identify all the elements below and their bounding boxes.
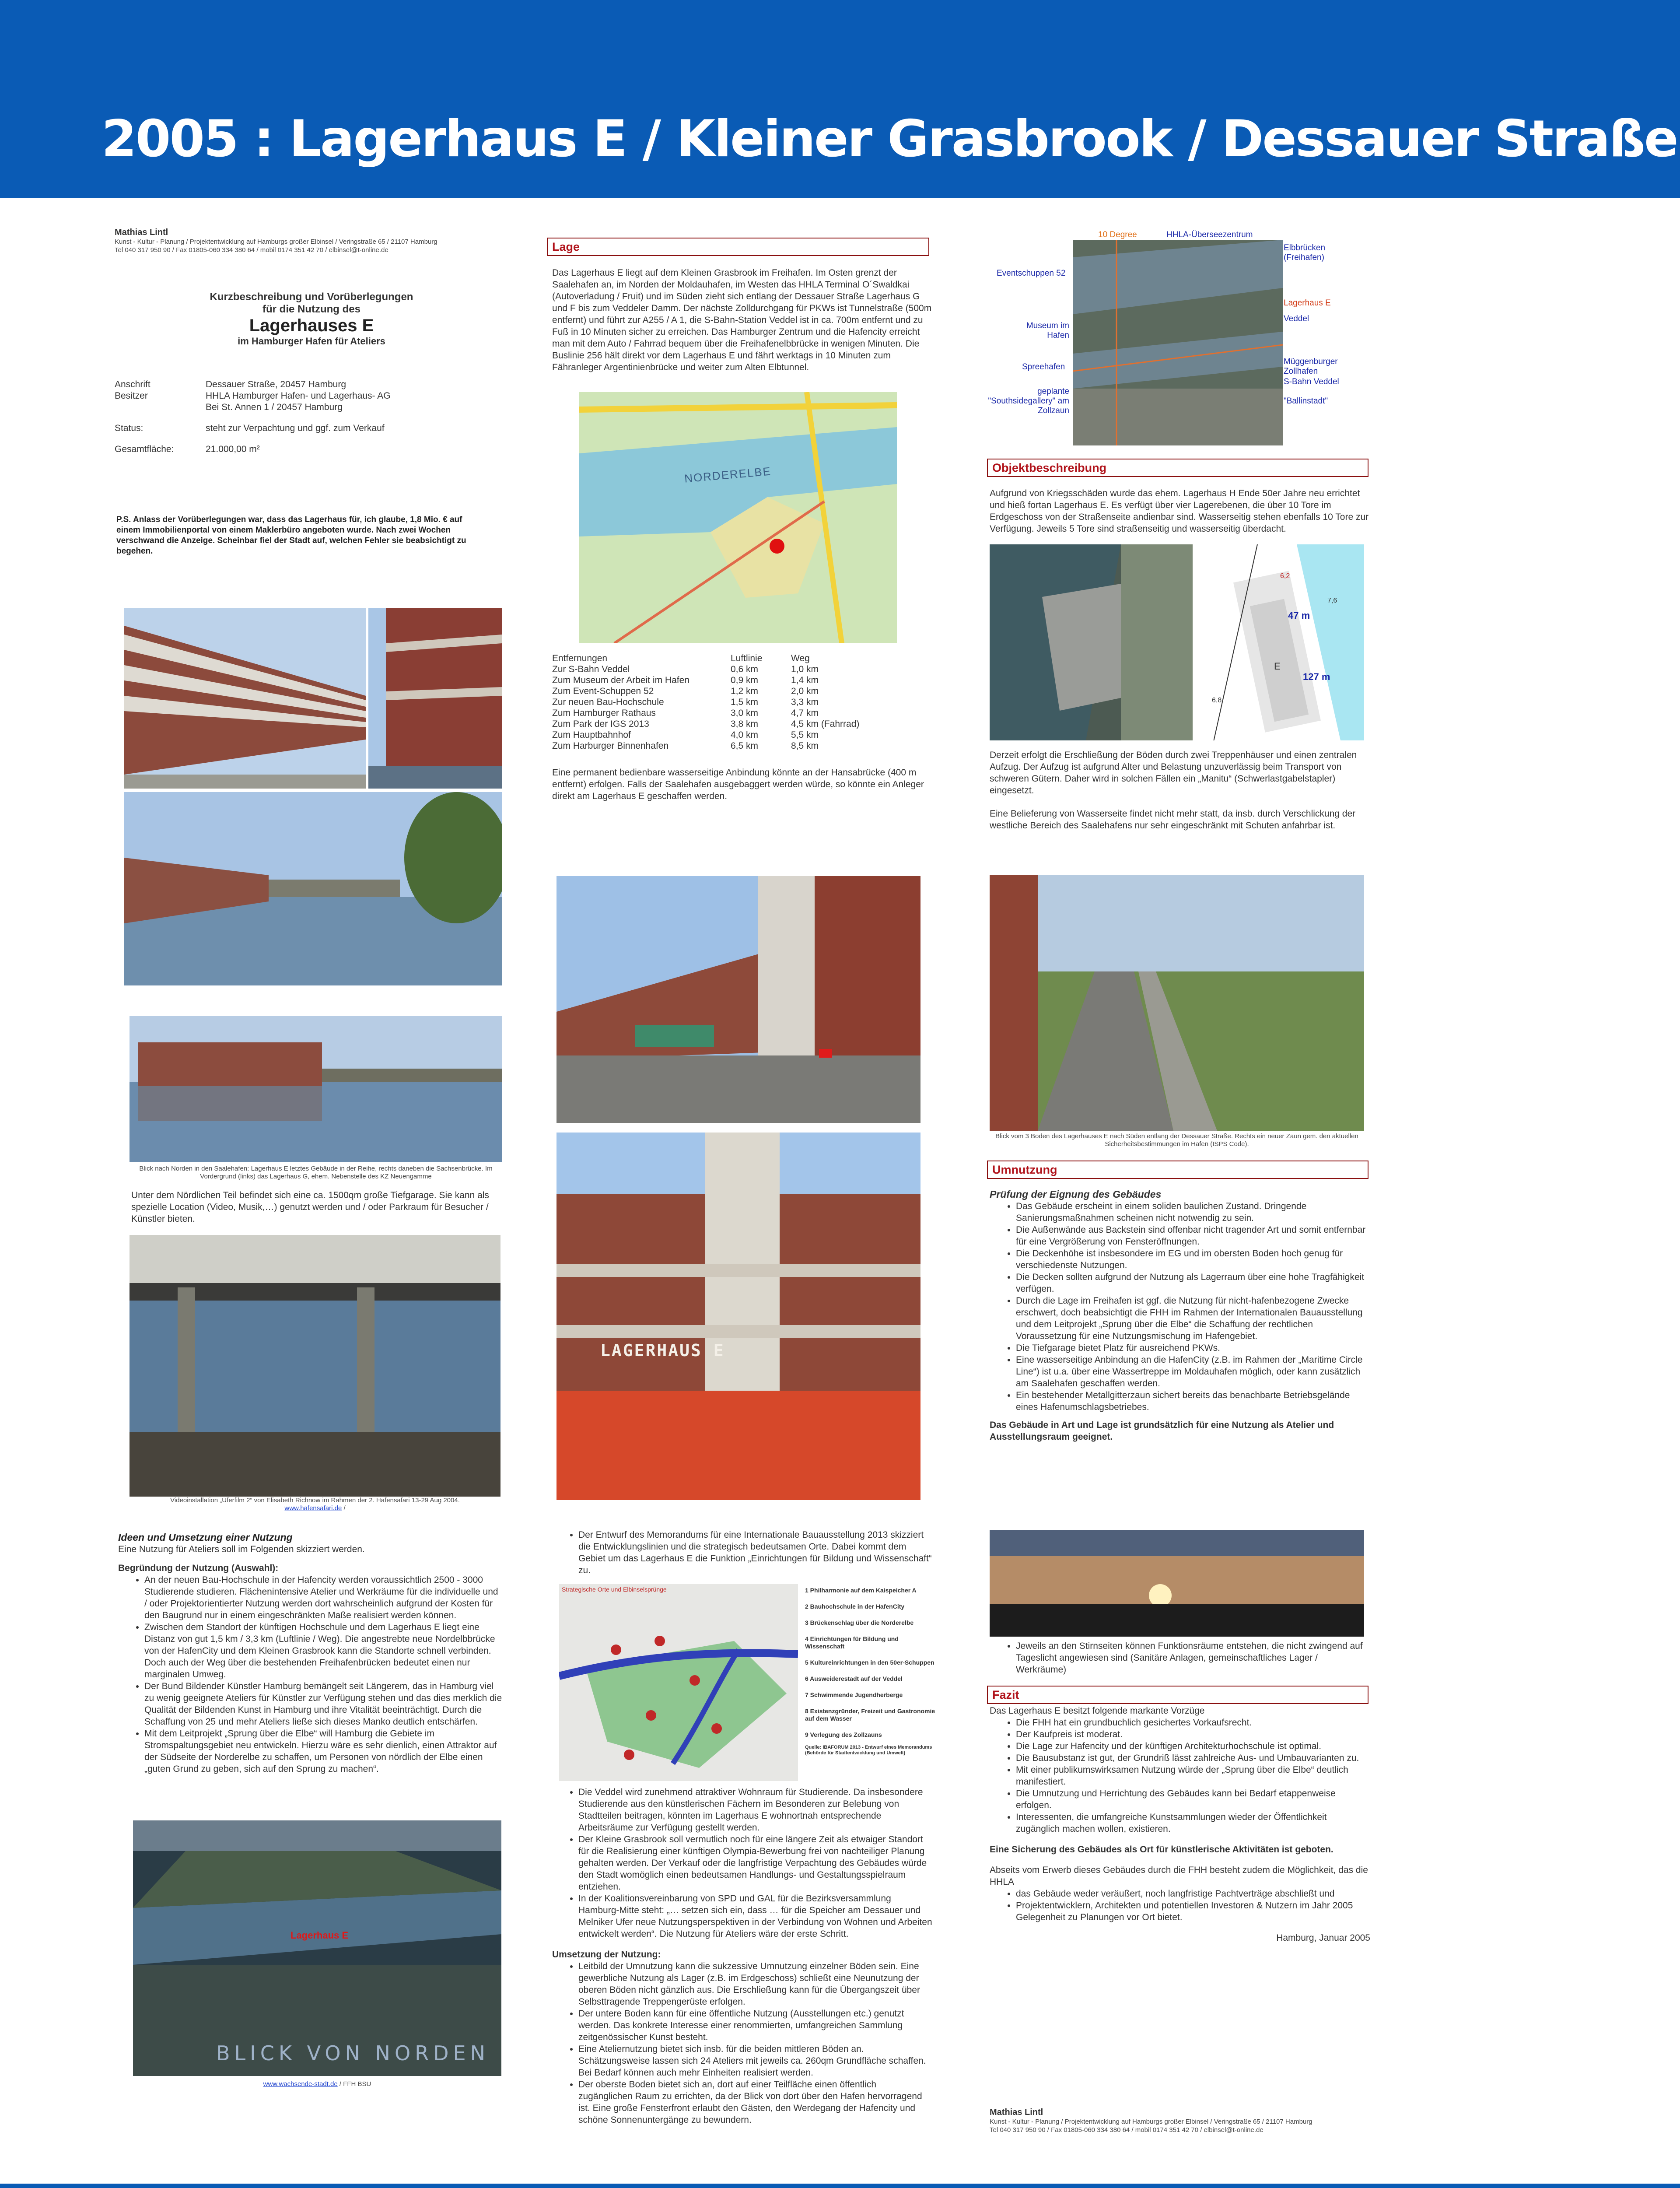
ideas-intro: Eine Nutzung für Ateliers soll im Folgenden skizziert werden. — [118, 1544, 365, 1554]
legend-item: 5 Kultureinrichtungen in den 50er-Schuppen — [805, 1659, 934, 1666]
doc-name: Lagerhauses E — [249, 316, 374, 335]
table-row — [552, 708, 863, 719]
list-item: • Der Kleine Grasbrook soll vermutlich noch für eine längere Zeit als etwaiger Standort für die Realisierung einer künftigen Olympia-Bewerbung frei von nachteiliger Planung gehalten werden. Der Verkauf oder die langfristige Verpachtung des Gebäudes würde den Stadt womöglich einen bedeutsamen Handlungs- und Gestaltungsspielraum entziehen. — [578, 1834, 933, 1893]
ps-note: P.S. Anlass der Vorüberlegungen war, dass das Lagerhaus für, ich glaube, 1,8 Mio. € auf einem Immobilienportal von einem Maklerbüro angeboten wurde. Nach zwei Wochen verschwand die Anzeige. Scheinbar fiel der Stadt auf, welchen Fehler sie beabsichtigt zu begehen. — [116, 515, 466, 556]
floor-plan — [1196, 544, 1364, 740]
table-cell: 4,7 km — [791, 708, 819, 718]
list-item: • An der neuen Bau-Hochschule in der Hafencity werden voraussichtlich 2500 - 3000 Studierende studieren. Flächenintensive Atelier und Werkräume für die individuelle und / oder Projektorientierter Nutzung werden dort wahrscheinlich aufgrund der Kosten für den Baugrund nur in einem eingeschränkten Maße realisiert werden können. — [144, 1574, 503, 1621]
objekt-text-3: Eine Belieferung von Wasserseite findet nicht mehr statt, da insb. durch Verschlickung der westliche Bereich des Saalehafens nur sehr eingeschränkt mit Schuten anfahrbar ist. — [990, 809, 1356, 831]
table-cell: 0,6 km — [731, 664, 759, 674]
list-item: • Die Lage zur Hafencity und der künftigen Architekturhochschule ist optimal. — [1016, 1740, 1370, 1752]
ibaforum-legend — [805, 1587, 936, 1756]
legend-item: 2 Bauhochschule in der HafenCity — [805, 1603, 905, 1610]
section-fazit: Fazit — [987, 1686, 1368, 1704]
link-wachsende-stadt[interactable]: www.wachsende-stadt.de — [263, 2080, 338, 2088]
doc-sub: im Hamburger Hafen für Ateliers — [238, 336, 385, 347]
stirnseiten-list — [990, 1640, 1370, 1676]
ideas-title: Ideen und Umsetzung einer Nutzung — [118, 1532, 293, 1543]
table-cell: 2,0 km — [791, 686, 819, 696]
fazit-list — [990, 1717, 1370, 1835]
table-cell: 1,0 km — [791, 664, 819, 674]
photo-saalehafen — [124, 792, 502, 985]
fact-value: Bei St. Annen 1 / 20457 Hamburg — [206, 402, 343, 412]
tiefgarage-text: Unter dem Nördlichen Teil befindet sich eine ca. 1500qm große Tiefgarage. Sie kann als spezielle Location (Video, Musik,…) genutzt werden und / oder Parkraum für Besucher / Künstler bieten. — [131, 1190, 489, 1224]
pruefung-list — [990, 1200, 1370, 1413]
photo-roof-view — [990, 875, 1364, 1131]
table-cell: 1,2 km — [731, 686, 759, 696]
caption-saalehafen: Blick nach Norden in den Saalehafen: Lagerhaus E letztes Gebäude in der Reihe, rechts daneben die Sachsenbrücke. Im Vordergrund (links) das Lagerhaus G, ehem. Nebenstelle des KZ Neuengamme — [139, 1165, 493, 1180]
map-label-eventschuppen: Eventschuppen 52 — [997, 269, 1066, 278]
list-item: • Eine wasserseitige Anbindung an die HafenCity (z.B. im Rahmen der „Maritime Circle Line“) ist u.a. über eine Wassertreppe im Moldauhafen möglich, oder kann zusätzlich am Saalehafen geschaffen werden. — [1016, 1354, 1370, 1389]
section-lage: Lage — [547, 238, 929, 256]
aerial-label-lagerhaus: Lagerhaus E — [290, 1930, 349, 1941]
list-item: • Die Bausubstanz ist gut, der Grundriß lässt zahlreiche Aus- und Umbauvarianten zu. — [1016, 1752, 1370, 1764]
table-cell: 3,3 km — [791, 697, 819, 707]
legend-item: 9 Verlegung des Zollzauns — [805, 1731, 882, 1738]
plan-label-68: 6,8 — [1212, 697, 1222, 704]
list-item: • Der Entwurf des Memorandums für eine Internationale Bauausstellung 2013 skizziert die Entwicklungslinien und die strategisch bedeutsamen Orte. Dabei kommt dem Gebiet um das Lagerhaus E die Funktion „Einrichtungen für Bildung und Wissenschaft“ zu. — [578, 1529, 933, 1576]
legend-item: 1 Philharmonie auf dem Kaispeicher A — [805, 1587, 917, 1594]
caption-wachsende-stadt — [133, 2080, 501, 2088]
list-item: • In der Koalitionsvereinbarung von SPD und GAL für die Bezirksversammlung Hamburg-Mitte steht: „… setzen sich ein, dass … für die Speicher am Dessauer und Melniker Ufer neue Nutzungsperspektiven in der Verbindung von Wohnen und Arbeiten entwickelt werden“. Die Nutzung für Ateliers wäre der erste Schritt. — [578, 1893, 933, 1940]
map-label-veddel: Veddel — [1284, 314, 1309, 323]
table-header: Luftlinie — [731, 653, 763, 663]
fact-key: Gesamtfläche: — [115, 444, 174, 454]
table-row — [552, 697, 863, 708]
map-label-spreehafen: Spreehafen — [1022, 362, 1065, 372]
table-row — [552, 729, 863, 740]
map-label-mueggenburger: Müggenburger Zollhafen — [1284, 357, 1338, 376]
page-title: 2005 : Lagerhaus E / Kleiner Grasbrook / Dessauer Straße — [102, 109, 1677, 168]
fact-value: Dessauer Straße, 20457 Hamburg — [206, 379, 346, 389]
list-item: • Die FHH hat ein grundbuchlich gesichertes Vorkaufsrecht. — [1016, 1717, 1370, 1729]
photo-lagerhaus-e-sign — [556, 1133, 920, 1500]
table-cell: 3,0 km — [731, 708, 759, 718]
table-cell: Zum Event-Schuppen 52 — [552, 686, 654, 696]
caption-roof-view: Blick vom 3 Boden des Lagerhauses E nach Süden entlang der Dessauer Straße. Rechts ein neuer Zaun gem. den aktuellen Sicherheitsbestimmungen im Hafen (ISPS Code). — [995, 1133, 1358, 1148]
table-row — [552, 686, 863, 697]
photo-sunset — [990, 1530, 1364, 1637]
plan-label-length: 127 m — [1303, 671, 1330, 682]
table-header: Entfernungen — [552, 653, 608, 663]
table-cell: Zum Hamburger Rathaus — [552, 708, 656, 718]
table-cell: 0,9 km — [731, 675, 759, 685]
table-row — [552, 664, 863, 675]
list-item: • Der untere Boden kann für eine öffentliche Nutzung (Ausstellungen etc.) genutzt werden. Das konkrete Interesse einer renommierten, umfangreichen Sammlung zeitgenössischer Kunst besteht. — [578, 2008, 933, 2043]
table-cell: 4,0 km — [731, 730, 759, 740]
table-cell: Zur S-Bahn Veddel — [552, 664, 630, 674]
sicherung-statement: Eine Sicherung des Gebäudes als Ort für künstlerische Aktivitäten ist geboten. — [990, 1844, 1334, 1855]
ibaforum-map-title: Strategische Orte und Elbinselsprünge — [562, 1586, 667, 1593]
photo-warehouse-facade — [124, 608, 366, 789]
list-item: • Das Gebäude erscheint in einem soliden baulichen Zustand. Dringende Sanierungsmaßnahmen scheinen nicht notwendig zu sein. — [1016, 1200, 1370, 1224]
list-item: • Projektentwicklern, Architekten und potentiellen Investoren & Nutzern im Jahr 2005 Gelegenheit zu Planungen vor Ort bietet. — [1016, 1900, 1370, 1923]
list-item: • Ein bestehender Metallgitterzaun sichert bereits das benachbarte Betriebsgelände eines Hafenumschlagsbetriebes. — [1016, 1389, 1370, 1413]
date-line: Hamburg, Januar 2005 — [1276, 1933, 1370, 1943]
photo-tiefgarage — [130, 1235, 500, 1497]
photo-warehouse-street — [556, 876, 920, 1123]
caption-videoinstallation — [130, 1497, 500, 1512]
legend-item: 7 Schwimmende Jugendherberge — [805, 1691, 903, 1698]
table-cell: 3,8 km — [731, 719, 759, 729]
doc-fuer: für die Nutzung des — [262, 303, 360, 315]
table-cell: 6,5 km — [731, 741, 759, 751]
map-label-hhla: HHLA-Überseezentrum — [1166, 230, 1253, 239]
fact-value: 21.000,00 m² — [206, 444, 260, 454]
objekt-text-2: Derzeit erfolgt die Erschließung der Böden durch zwei Treppenhäuser und einen zentralen Aufzug. Der Aufzug ist aufgrund Alter und Belastung unzuverlässig beim Transport von schweren Gütern. Daher wird in solchen Fällen ein „Manitu“ (Schwerlastgabelstapler) eingesetzt. — [990, 750, 1357, 796]
table-cell: 4,5 km (Fahrrad) — [791, 719, 860, 729]
legend-item: 8 Existenzgründer, Freizeit und Gastronomie auf dem Wasser — [805, 1708, 935, 1722]
signature-name: Mathias Lintl — [990, 2107, 1043, 2117]
table-row — [552, 675, 863, 686]
list-item: • Die Außenwände aus Backstein sind offenbar nicht tragender Art und somit entfernbar für eine Vergrößerung von Fensteröffnungen. — [1016, 1224, 1370, 1248]
signature-block — [990, 2107, 1375, 2134]
aerial-map-photo — [1073, 240, 1283, 445]
plan-label-62: 6,2 — [1280, 572, 1290, 580]
section-umnutzung: Umnutzung — [987, 1161, 1368, 1179]
author-name: Mathias Lintl — [115, 228, 168, 237]
table-row — [552, 653, 863, 664]
map-label-sbahn: S-Bahn Veddel — [1284, 377, 1339, 386]
table-cell: 1,4 km — [791, 675, 819, 685]
fact-value: HHLA Hamburger Hafen- und Lagerhaus- AG — [206, 391, 391, 401]
distances-table — [552, 653, 933, 751]
section-objektbeschreibung: Objektbeschreibung — [987, 459, 1368, 477]
begruendung-title: Begründung der Nutzung (Auswahl): — [118, 1563, 279, 1573]
list-item: • Der Bund Bildender Künstler Hamburg bemängelt seit Längerem, das in Hamburg viel zu wenig geeignete Ateliers für Künstler zur Verfügung stehen und das dies merklich die Qualität der Bildenden Kunst in Hamburg und ihre Vitalität beeinträchtigt. Durch die Schaffung von 25 und mehr Ateliers ließe sich dieses Manko deutlich entschärfen. — [144, 1680, 503, 1728]
signature-address: Kunst - Kultur - Planung / Projektentwicklung auf Hamburgs großer Elbinsel / Veringstraße 65 / 21107 Hamburg — [990, 2118, 1312, 2125]
legend-item: 4 Einrichtungen für Bildung und Wissenschaft — [805, 1635, 899, 1650]
geeignet-statement: Das Gebäude in Art und Lage ist grundsätzlich für eine Nutzung als Atelier und Ausstellungsraum geeignet. — [990, 1420, 1334, 1442]
fact-key: Anschrift — [115, 379, 150, 389]
reasons-list — [552, 1786, 933, 1940]
list-item: • Der Kaufpreis ist moderat. — [1016, 1729, 1370, 1740]
anbindung-text: Eine permanent bedienbare wasserseitige Anbindung könnte an der Hansabrücke (400 m entfernt) erfolgen. Falls der Saalehafen ausgebaggert werden würde, so könnte ein Anleger direkt am Lagerhaus E geschaffen werden. — [552, 768, 924, 801]
reasons-section — [552, 1786, 933, 2126]
fact-row — [115, 379, 394, 390]
list-item: • Mit einer publikumswirksamen Nutzung würde der „Sprung über die Elbe“ deutlich manifestiert. — [1016, 1764, 1370, 1788]
fact-key: Status: — [115, 423, 144, 433]
plan-label-76: 7,6 — [1327, 597, 1337, 604]
fact-row — [115, 434, 394, 455]
fazit-intro: Das Lagerhaus E besitzt folgende markante Vorzüge — [990, 1706, 1205, 1716]
location-map — [579, 392, 897, 643]
table-cell: Zum Hauptbahnhof — [552, 730, 631, 740]
map-label-elbbruecken: Elbbrücken (Freihafen) — [1284, 243, 1326, 262]
memorandum-section — [552, 1529, 933, 1576]
list-item: • Mit dem Leitprojekt „Sprung über die Elbe“ will Hamburg die Gebiete im Stromspaltungsgebiet neu entwickeln. Hierzu wäre es sehr dienlich, einen Attraktor auf der Südseite der Norderelbe zu schaffen, um Personen von nördlich der Elbe einen „guten Grund zu geben, sich auf den Sprung zu machen“. — [144, 1728, 503, 1775]
table-cell: Zum Harburger Binnenhafen — [552, 741, 669, 751]
list-item: • Durch die Lage im Freihafen ist ggf. die Nutzung für nicht-hafenbezogene Zwecke erschwert, doch beabsichtigt die FHH im Rahmen der Internationalen Bauausstellung und dem Leitprojekt „Sprung über die Elbe“ die Schaffung der rechtlichen Voraussetzung für eine Nutzungsmischung im Hafengebiet. — [1016, 1295, 1370, 1342]
plan-label-width: 47 m — [1288, 610, 1310, 621]
ideas-section — [118, 1532, 503, 1775]
ibaforum-map — [559, 1584, 798, 1781]
list-item: • Interessenten, die umfangreiche Kunstsammlungen wieder der Öffentlichkeit zugänglich machen wollen, existieren. — [1016, 1811, 1370, 1835]
table-cell: 1,5 km — [731, 697, 759, 707]
umsetzung-list — [552, 1960, 933, 2126]
author-contact: Tel 040 317 950 90 / Fax 01805-060 334 380 64 / mobil 0174 351 42 70 / elbinsel@t-online.de — [115, 246, 388, 254]
table-row — [552, 740, 863, 751]
photo-aerial-building — [990, 544, 1193, 740]
fact-row — [115, 413, 394, 434]
umsetzung-title: Umsetzung der Nutzung: — [552, 1950, 661, 1960]
abseits-text: Abseits vom Erwerb dieses Gebäudes durch die FHH besteht zudem die Möglichkeit, das die HHLA — [990, 1865, 1368, 1887]
fact-key: Besitzer — [115, 391, 148, 401]
table-cell: Zum Museum der Arbeit im Hafen — [552, 675, 690, 685]
table-header: Weg — [791, 653, 810, 663]
map-label-norderelbe: NORDERELBE — [684, 464, 772, 485]
table-cell: 5,5 km — [791, 730, 819, 740]
pruefung-title: Prüfung der Eignung des Gebäudes — [990, 1189, 1162, 1200]
map-label-lagerhaus: Lagerhaus E — [1284, 298, 1331, 308]
list-item: • Die Tiefgarage bietet Platz für ausreichend PKWs. — [1016, 1342, 1370, 1354]
table-cell: 8,5 km — [791, 741, 819, 751]
list-item: • Zwischen dem Standort der künftigen Hochschule und dem Lagerhaus E liegt eine Distanz von gut 1,5 km / 3,3 km (Luftlinie / Weg). Die angestrebte neue Nordelbbrücke von der HafenCity und dem Kleinen Grasbrook kann die Standorte schnell verbinden. Doch auch der Weg über die bestehenden Freihafenbrücken bedeutet einen nur marginalen Umweg. — [144, 1621, 503, 1680]
caption-text: Videoinstallation „Uferfilm 2“ von Elisabeth Richnow im Rahmen der 2. Hafensafari 13-29 Aug 2004. — [170, 1497, 460, 1504]
author-address: Kunst - Kultur - Planung / Projektentwicklung auf Hamburgs großer Elbinsel / Veringstraße 65 / 21107 Hamburg — [115, 238, 438, 245]
photo-saalehafen-north — [130, 1016, 502, 1162]
plan-label-e: E — [1274, 661, 1281, 672]
caption-slash: / — [343, 1504, 346, 1512]
doc-title-block — [115, 291, 508, 347]
fact-value: steht zur Verpachtung und ggf. zum Verkauf — [206, 423, 385, 433]
list-item: • Jeweils an den Stirnseiten können Funktionsräume entstehen, die nicht zwingend auf Tageslicht angewiesen sind (Sanitäre Anlagen, gemeinschaftliches Lager / Werkräume) — [1016, 1640, 1370, 1676]
table-cell: Zur neuen Bau-Hochschule — [552, 697, 664, 707]
caption-suffix: / FFH BSU — [337, 2080, 371, 2088]
map-label-southside: geplante "Southsidegallery" am Zollzaun — [988, 387, 1069, 415]
begruendung-list — [118, 1574, 503, 1775]
map-label-ballinstadt: "Ballinstadt" — [1284, 396, 1328, 406]
legend-item: 3 Brückenschlag über die Norderelbe — [805, 1619, 914, 1626]
building-sign: LAGERHAUS E — [600, 1341, 725, 1360]
fazit-section — [990, 1705, 1370, 1944]
list-item: • Eine Ateliernutzung bietet sich insb. für die beiden mittleren Böden an. Schätzungsweise lassen sich 24 Ateliers mit jeweils ca. 260qm Grundfläche schaffen. Bei Bedarf können auch mehr Einheiten realisiert werden. — [578, 2043, 933, 2079]
list-item: • Der oberste Boden bietet sich an, dort auf einer Teilfläche einen öffentlich zugänglichen Raum zu errichten, da der Blick von dort über den Hafen hervorragend ist. Eine große Fensterfront erlaubt den Gästen, den Werdegang der Hafencity und schöne Sonnenuntergänge zu bewundern. — [578, 2079, 933, 2126]
list-item: • Die Veddel wird zunehmend attraktiver Wohnraum für Studierende. Da insbesondere Studierende aus den künstlerischen Fächern im Besonderen zur Belebung von Stadtteilen beitragen, könnten im Lagerhaus E wohnortnah entsprechende Arbeitsräume zur Verfügung gestellt werden. — [578, 1786, 933, 1834]
map-label-museum: Museum im Hafen — [1026, 321, 1069, 340]
abseits-list — [990, 1888, 1370, 1923]
pruefung-section — [990, 1189, 1370, 1443]
objekt-text: Aufgrund von Kriegsschäden wurde das ehem. Lagerhaus H Ende 50er Jahre neu errichtet und hieß fortan Lagerhaus E. Es verfügt über vier Lagerebenen, die über 10 Tore im Erdgeschoss von der Straßenseite andienbar sind. Wasserseitig stehen ebenfalls 10 Tore zur Verfügung. Jeweils 5 Tore sind straßenseitig und wasserseitig überdacht. — [990, 488, 1369, 534]
lage-text: Das Lagerhaus E liegt auf dem Kleinen Grasbrook im Freihafen. Im Osten grenzt der Saalehafen an, im Norden der Moldauhafen, im Westen das HHLA Terminal O´Swaldkai (Autoverladung / Fruit) und im Süden zieht sich entlang der Dessauer Straße Lagerhaus G und F bis zum Veddeler Damm. Der nächste Zolldurchgang für PKWs ist Tunnelstraße (500m entfernt) und führt zur A255 / A 1, die S-Bahn-Station Veddel ist in ca. 700m entfernt und zu Fuß in 10 Minuten sicher zu erreichen. Das Hamburger Zentrum und die Hafencity erreicht man mit dem Auto / Fahrrad bequem über die Freihafenelbbrücke in wenigen Minuten. Die Buslinie 256 hält direkt vor dem Lagerhaus E und fährt werktags in 10 Minuten zum Fähranleger Argentinienbrücke und weiter zum Alten Elbtunnel. — [552, 268, 932, 372]
list-item: • Die Deckenhöhe ist insbesondere im EG und im obersten Boden hoch genug für verschiedenste Nutzungen. — [1016, 1248, 1370, 1271]
legend-item: 6 Ausweiderestadt auf der Veddel — [805, 1675, 903, 1682]
doc-kurz: Kurzbeschreibung und Vorüberlegungen — [210, 291, 413, 303]
list-item: • das Gebäude weder veräußert, noch langfristige Pachtverträge abschließt und — [1016, 1888, 1370, 1900]
memo-list — [552, 1529, 933, 1576]
table-row — [552, 719, 863, 729]
map-label-10degree: 10 Degree — [1098, 230, 1137, 239]
photo-warehouse-water — [368, 608, 502, 789]
fact-row — [115, 390, 394, 402]
list-item: • Die Decken sollten aufgrund der Nutzung als Lagerraum über eine hohe Tragfähigkeit verfügen. — [1016, 1271, 1370, 1295]
table-cell: Zum Park der IGS 2013 — [552, 719, 649, 729]
fact-row — [115, 402, 394, 413]
footer-banner — [0, 2184, 1680, 2188]
list-item: • Die Umnutzung und Herrichtung des Gebäudes kann bei Bedarf etappenweise erfolgen. — [1016, 1788, 1370, 1811]
fact-key — [115, 402, 206, 413]
facts-block — [115, 379, 535, 455]
signature-contact: Tel 040 317 950 90 / Fax 01805-060 334 380 64 / mobil 0174 351 42 70 / elbinsel@t-online.de — [990, 2126, 1264, 2134]
link-hafensafari[interactable]: www.hafensafari.de — [284, 1504, 342, 1512]
author-header — [115, 228, 535, 254]
list-item: • Leitbild der Umnutzung kann die sukzessive Umnutzung einzelner Böden sein. Eine gewerbliche Nutzung als Lager (z.B. im Erdgeschoss) schließt eine Neunutzung der oberen Böden nicht gänzlich aus. Die Erschließung kann für die Übergangszeit über Selbsttragende Treppengerüste erfolgen. — [578, 1960, 933, 2008]
aerial-view — [133, 1820, 501, 2076]
aerial-label-blick: BLICK VON NORDEN — [216, 2041, 490, 2065]
stirnseiten-section — [990, 1640, 1370, 1676]
legend-source: Quelle: IBAFORUM 2013 - Entwurf eines Memorandums (Behörde für Stadtentwicklung und Umwelt) — [805, 1745, 932, 1756]
